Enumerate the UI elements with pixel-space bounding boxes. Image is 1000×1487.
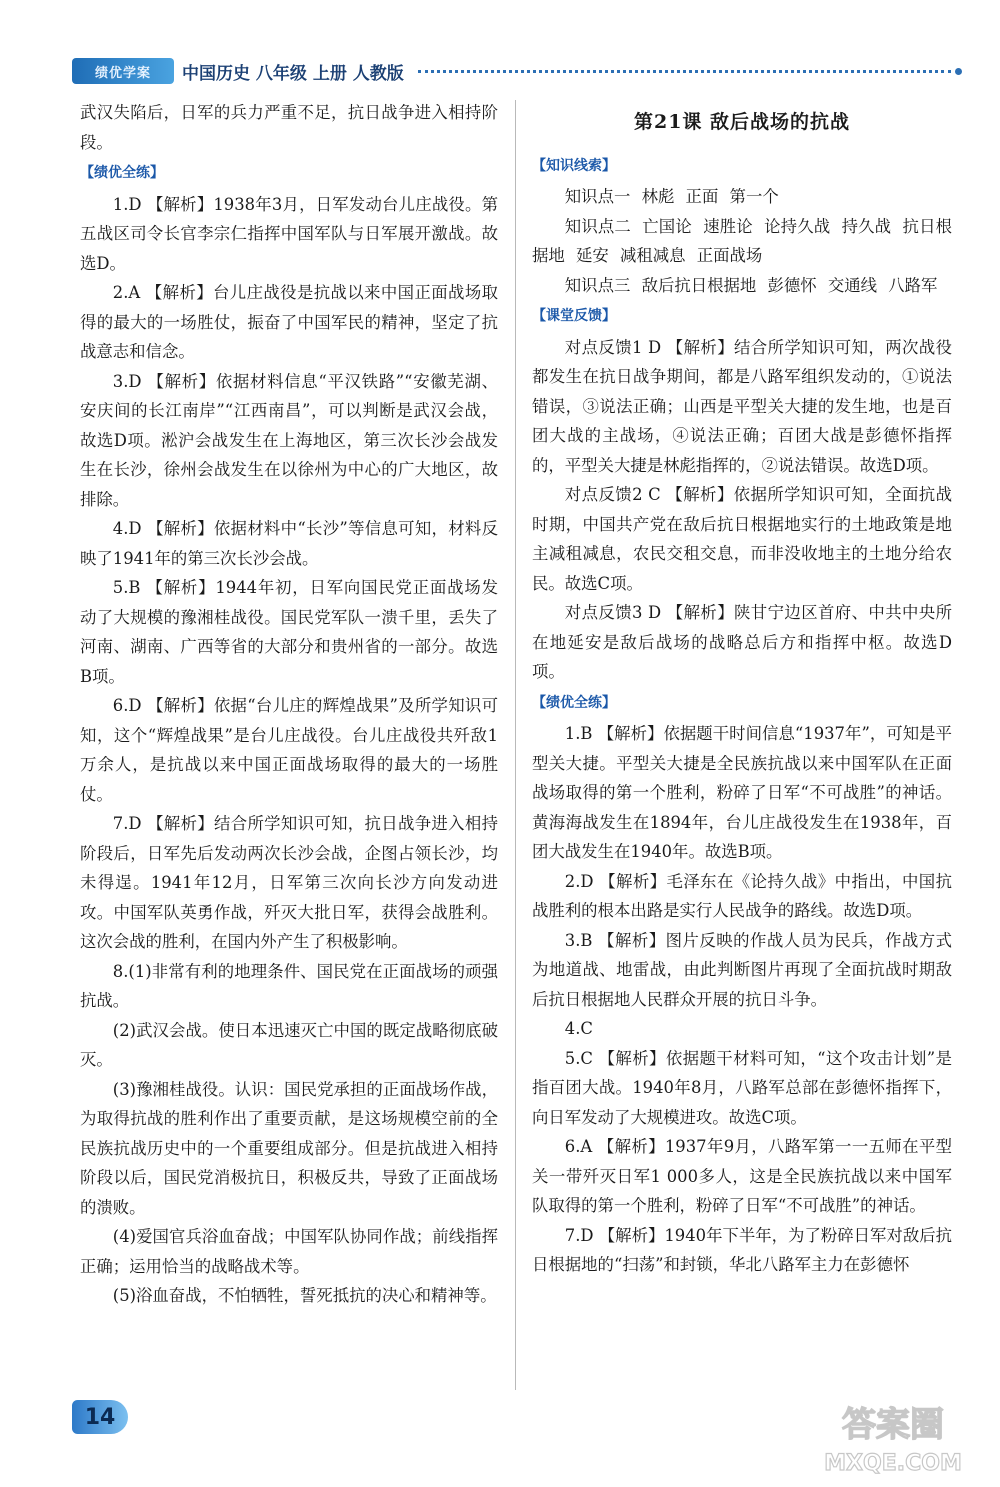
knowledge-point: 知识点三 敌后抗日根据地 彭德怀 交通线 八路军 bbox=[564, 275, 938, 295]
section-tag-practice: 【绩优全练】 bbox=[80, 165, 164, 181]
intro-paragraph: 武汉失陷后，日军的兵力严重不足，抗日战争进入相持阶段。 bbox=[80, 103, 498, 152]
feedback-item: 对点反馈1 D 【解析】结合所学知识可知，两次战役都发生在抗日战争期间，都是八路军组织发动的，①说法错误，③说法正确；山西是平型关大捷的发生地，也是百团大战的主战场，④说法正确；百团大战是彭德怀指挥的，平型关大捷是林彪指挥的，②说法错误。故选D项。 bbox=[532, 337, 952, 475]
answer-item: (3)豫湘桂战役。认识：国民党承担的正面战场作战，为取得抗战的胜利作出了重要贡献，是这场规模空前的全民族抗战历史中的一个重要组成部分。但是抗战进入相持阶段以后，国民党消极抗日，积极反共，导致了正面战场的溃败。 bbox=[80, 1079, 498, 1217]
answer-item: 5.B 【解析】1944年初，日军向国民党正面战场发动了大规模的豫湘桂战役。国民党军队一溃千里，丢失了河南、湖南、广西等省的大部分和贵州省的一部分。故选B项。 bbox=[80, 578, 498, 686]
answer-item: 6.D 【解析】依据“台儿庄的辉煌战果”及所学知识可知，这个“辉煌战果”是台儿庄战役。台儿庄战役共歼敌1万余人，是抗战以来中国正面战场取得的最大的一场胜仗。 bbox=[80, 696, 498, 804]
lesson-title: 第21课 敌后战场的抗战 bbox=[633, 111, 851, 133]
answer-item: 1.D 【解析】1938年3月，日军发动台儿庄战役。第五战区司令长官李宗仁指挥中国军队与日军展开激战。故选D。 bbox=[80, 194, 498, 273]
feedback-item: 对点反馈3 D 【解析】陕甘宁边区首府、中共中央所在地延安是敌后战场的战略总后方和指挥中枢。故选D项。 bbox=[532, 603, 952, 681]
section-tag-practice: 【绩优全练】 bbox=[532, 694, 616, 711]
answer-item: (2)武汉会战。使日本迅速灭亡中国的既定战略彻底破灭。 bbox=[80, 1020, 498, 1069]
answer-item: 7.D 【解析】结合所学知识可知，抗日战争进入相持阶段后，日军先后发动两次长沙会战，企图占领长沙，均未得逞。1941年12月，日军第三次向长沙方向发动进攻。中国军队英勇作战，歼灭大批日军，获得会战胜利。这次会战的胜利，在国内外产生了积极影响。 bbox=[80, 814, 498, 951]
column-divider bbox=[515, 100, 516, 1390]
brand-logo: 绩优学案 bbox=[72, 58, 174, 84]
answer-item: 4.C bbox=[564, 1019, 593, 1038]
right-column bbox=[532, 98, 952, 1280]
answer-item: 1.B 【解析】依据题干时间信息“1937年”，可知是平型关大捷。平型关大捷是全民族抗战以来中国军队在正面战场取得的第一个胜利，粉碎了日军“不可战胜”的神话。黄海海战发生在1894年，台儿庄战役发生在1938年，百团大战发生在1940年。故选B项。 bbox=[532, 724, 952, 861]
section-tag-feedback: 【课堂反馈】 bbox=[532, 308, 616, 324]
answer-item: 3.D 【解析】依据材料信息“平汉铁路”“安徽芜湖、安庆间的长江南岸”“江西南昌”，可以判断是武汉会战，故选D项。淞沪会战发生在上海地区，第三次长沙会战发生在长沙，徐州会战发生在以徐州为中心的广大地区，故排除。 bbox=[80, 371, 498, 509]
section-tag-knowledge: 【知识线索】 bbox=[532, 157, 616, 174]
answer-item: 6.A 【解析】1937年9月，八路军第一一五师在平型关一带歼灭日军1 000多人，这是全民族抗战以来中国军队取得的第一个胜利，粉碎了日军“不可战胜”的神话。 bbox=[532, 1137, 952, 1215]
page-header bbox=[72, 54, 962, 88]
book-title: 中国历史 八年级 上册 人教版 bbox=[182, 63, 404, 84]
header-dotted-rule bbox=[418, 70, 951, 73]
answer-item: 4.D 【解析】依据材料中“长沙”等信息可知，材料反映了1941年的第三次长沙会战。 bbox=[80, 519, 498, 568]
knowledge-point: 知识点二 亡国论 速胜论 论持久战 持久战 抗日根据地 延安 减租减息 正面战场 bbox=[532, 216, 952, 265]
header-end-dot bbox=[955, 68, 962, 75]
page-number: 14 bbox=[72, 1400, 128, 1434]
answer-item: 7.D 【解析】1940年下半年，为了粉碎日军对敌后抗日根据地的“扫荡”和封锁，华北八路军主力在彭德怀 bbox=[532, 1225, 952, 1274]
watermark-url: MXQE.COM bbox=[824, 1451, 962, 1476]
answer-item: (4)爱国官兵浴血奋战；中国军队协同作战；前线指挥正确；运用恰当的战略战术等。 bbox=[80, 1227, 498, 1276]
answer-item: 8.(1)非常有利的地理条件、国民党在正面战场的顽强抗战。 bbox=[80, 961, 498, 1010]
answer-item: (5)浴血奋战，不怕牺牲，誓死抵抗的决心和精神等。 bbox=[112, 1286, 497, 1305]
left-column bbox=[80, 98, 498, 1311]
answer-item: 5.C 【解析】依据题干材料可知，“这个攻击计划”是指百团大战。1940年8月，八路军总部在彭德怀指挥下，向日军发动了大规模进攻。故选C项。 bbox=[532, 1048, 952, 1127]
answer-item: 2.D 【解析】毛泽东在《论持久战》中指出，中国抗战胜利的根本出路是实行人民战争的路线。故选D项。 bbox=[532, 871, 952, 920]
watermark-text: 答案圈 bbox=[842, 1405, 944, 1445]
answer-item: 2.A 【解析】台儿庄战役是抗战以来中国正面战场取得的最大的一场胜仗，振奋了中国军民的精神，坚定了抗战意志和信念。 bbox=[80, 283, 498, 361]
watermark-logo bbox=[802, 1398, 984, 1482]
answer-item: 3.B 【解析】图片反映的作战人员为民兵，作战方式为地道战、地雷战，由此判断图片再现了全面抗战时期敌后抗日根据地人民群众开展的抗日斗争。 bbox=[532, 930, 952, 1009]
feedback-item: 对点反馈2 C 【解析】依据所学知识可知，全面抗战时期，中国共产党在敌后抗日根据地实行的土地政策是地主减租减息，农民交租交息，而非没收地主的土地分给农民。故选C项。 bbox=[532, 485, 952, 593]
knowledge-point: 知识点一 林彪 正面 第一个 bbox=[564, 187, 779, 206]
